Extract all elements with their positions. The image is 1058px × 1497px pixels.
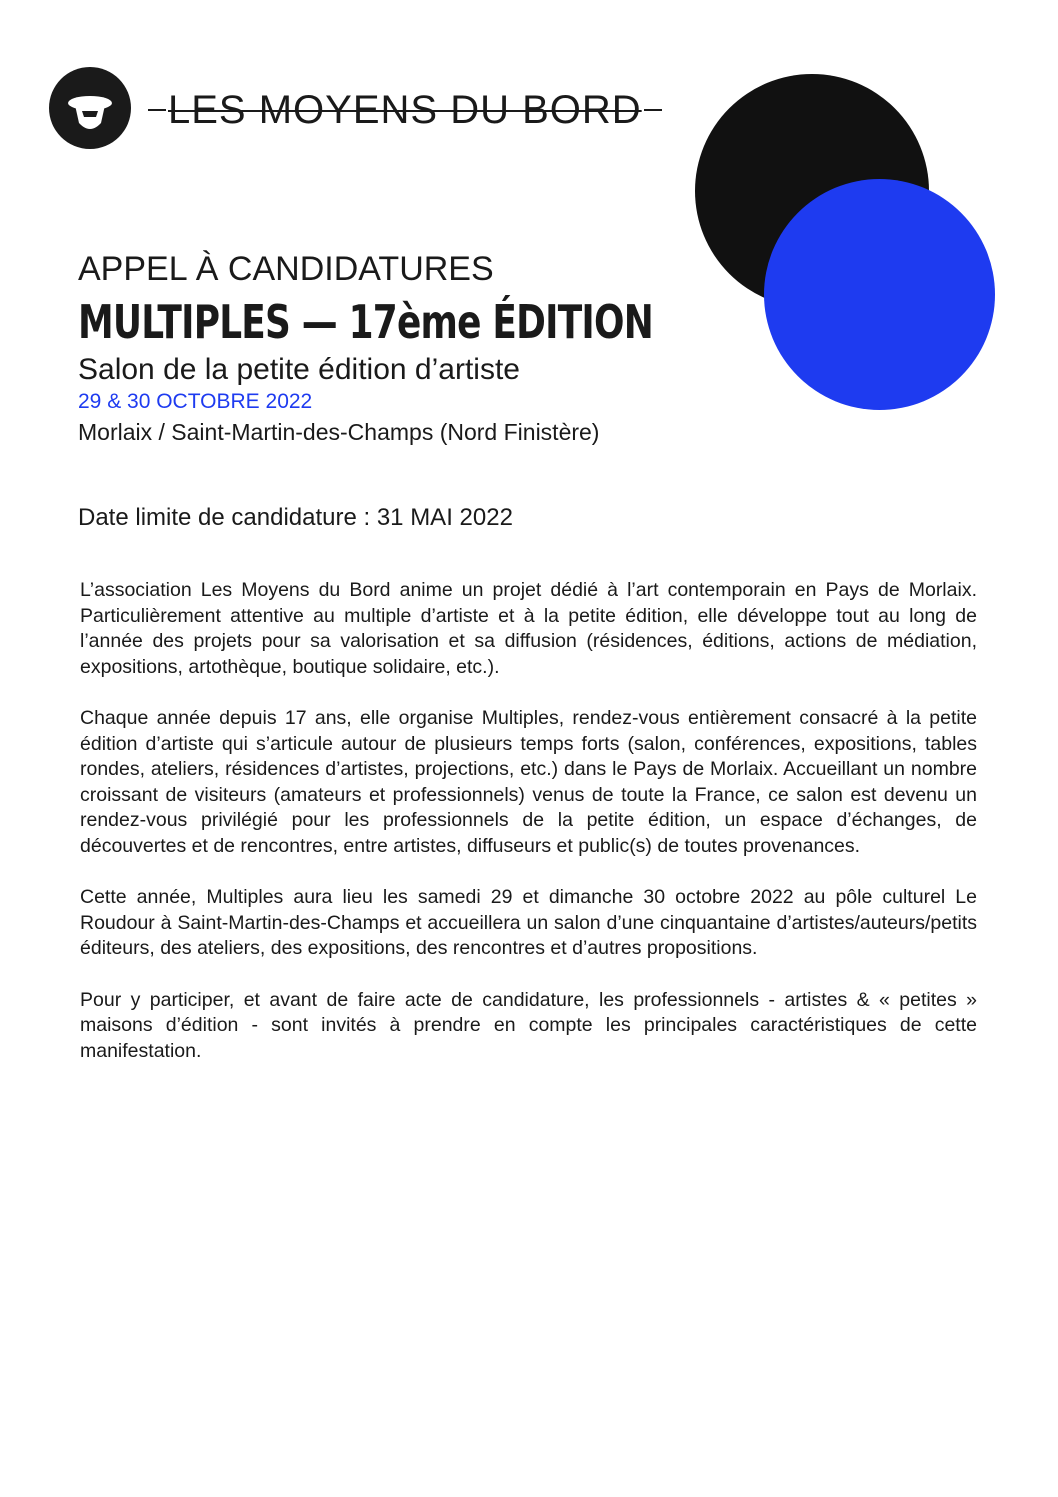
event-subtitle: Salon de la petite édition d’artiste	[78, 353, 520, 386]
title-block	[78, 246, 778, 448]
brand-name: LES MOYENS DU BORD	[168, 88, 642, 132]
decorative-blue-circle	[764, 179, 995, 410]
brand-dash-left	[148, 109, 166, 111]
brand-dash-right	[644, 109, 662, 111]
paragraph-participation: Pour y participer, et avant de faire acte de candidature, les professionnels - artistes & « petites » maisons d’édition - sont invités à prendre en compte les principales caractéristiques de cette manifestation.	[80, 988, 977, 1062]
paragraph-association: L’association Les Moyens du Bord anime un projet dédié à l’art contemporain en Pays de Morlaix. Particulièrement attentive au multiple d’artiste et à la petite édition, elle développe tout au long de l’année des projets pour sa valorisation et sa diffusion (résidences, éditions, actions de médiation, expositions, artothèque, boutique solidaire, etc.).	[80, 579, 977, 678]
pirate-logo-icon	[49, 67, 131, 149]
event-dates: 29 & 30 OCTOBRE 2022	[78, 390, 313, 413]
brand-header	[148, 87, 662, 133]
call-title: APPEL À CANDIDATURES	[78, 250, 494, 288]
application-deadline: Date limite de candidature : 31 MAI 2022	[78, 504, 513, 531]
event-title: MULTIPLES — 17ème ÉDITION	[78, 295, 653, 349]
paragraph-history: Chaque année depuis 17 ans, elle organise Multiples, rendez-vous entièrement consacré à la petite édition d’artiste qui s’articule autour de plusieurs temps forts (salon, conférences, expositions, tables rondes, ateliers, résidences d’artistes, projections, etc.) dans le Pays de Morlaix. Accueillant un nombre croissant de visiteurs (amateurs et professionnels) venus de toute la France, ce salon est devenu un rendez-vous privilégié pour les professionnels de la petite édition, un espace d’échanges, de découvertes et de rencontres, entre artistes, diffuseurs et public(s) de toutes provenances.	[80, 706, 977, 857]
body-text	[80, 578, 977, 1090]
paragraph-this-year: Cette année, Multiples aura lieu les samedi 29 et dimanche 30 octobre 2022 au pôle culturel Le Roudour à Saint-Martin-des-Champs et accueillera un salon d’une cinquantaine d’artistes/auteurs/petits éditeurs, des ateliers, des expositions, des rencontres et d’autres propositions.	[80, 886, 977, 960]
event-place: Morlaix / Saint-Martin-des-Champs (Nord Finistère)	[78, 419, 600, 445]
